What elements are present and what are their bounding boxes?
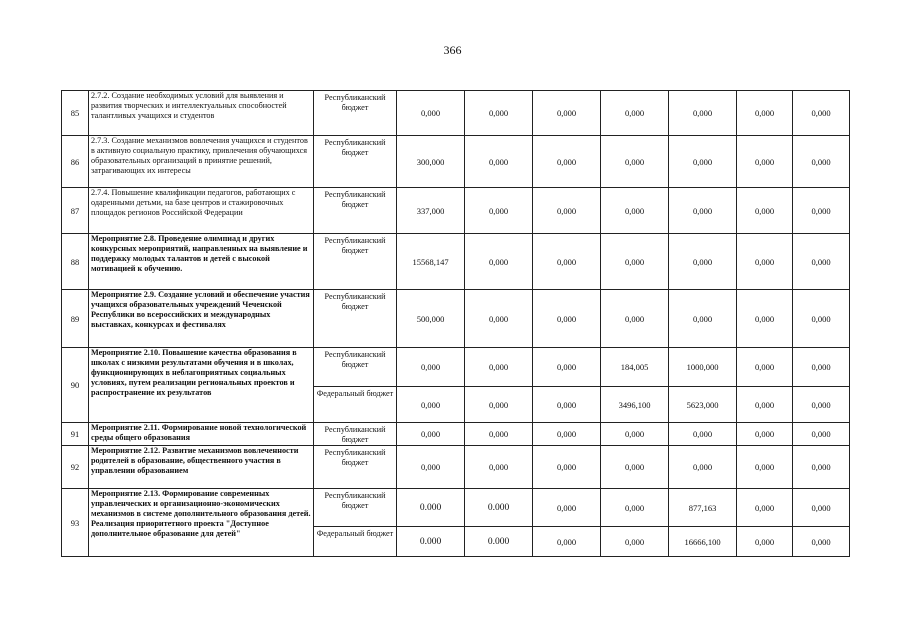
amount-cell: 0,000 — [669, 91, 737, 136]
amount-cell: 3496,100 — [601, 387, 669, 423]
row-index: 92 — [62, 446, 89, 489]
page-number: 366 — [443, 43, 462, 57]
funding-source: Республиканский бюджет — [314, 234, 397, 290]
amount-cell: 0,000 — [669, 136, 737, 188]
row-index: 87 — [62, 188, 89, 234]
amount-cell: 0,000 — [793, 234, 850, 290]
amount-cell: 0,000 — [397, 423, 465, 446]
amount-cell: 0,000 — [737, 348, 793, 387]
row-index: 93 — [62, 489, 89, 557]
amount-cell: 0,000 — [533, 188, 601, 234]
amount-cell: 0,000 — [669, 234, 737, 290]
amount-cell: 0,000 — [465, 136, 533, 188]
amount-cell: 0,000 — [533, 423, 601, 446]
budget-table — [61, 90, 850, 557]
amount-cell: 0,000 — [793, 188, 850, 234]
amount-cell: 0,000 — [737, 423, 793, 446]
funding-source: Республиканский бюджет — [314, 290, 397, 348]
row-index: 90 — [62, 348, 89, 423]
amount-cell: 0,000 — [397, 387, 465, 423]
amount-cell: 0,000 — [669, 290, 737, 348]
activity-description: Мероприятие 2.9. Создание условий и обеспечение участия учащихся образовательных учреждений Чеченской Республики во всероссийских и международных выставках, конкурсах и фестивалях — [89, 290, 314, 348]
amount-cell: 0,000 — [601, 527, 669, 557]
amount-cell: 0,000 — [793, 527, 850, 557]
amount-cell: 0,000 — [793, 387, 850, 423]
table-row — [62, 290, 850, 348]
funding-source: Республиканский бюджет — [314, 446, 397, 489]
amount-cell: 5623,000 — [669, 387, 737, 423]
amount-cell: 0,000 — [533, 91, 601, 136]
amount-cell: 0,000 — [737, 188, 793, 234]
amount-cell: 300,000 — [397, 136, 465, 188]
amount-cell: 0.000 — [465, 489, 533, 527]
amount-cell: 0,000 — [793, 290, 850, 348]
row-index: 85 — [62, 91, 89, 136]
amount-cell: 0,000 — [533, 387, 601, 423]
amount-cell: 0,000 — [533, 348, 601, 387]
activity-description: Мероприятие 2.12. Развитие механизмов вовлеченности родителей в образование, общественного участия в управлении образованием — [89, 446, 314, 489]
amount-cell: 0,000 — [465, 348, 533, 387]
amount-cell: 0,000 — [465, 234, 533, 290]
amount-cell: 1000,000 — [669, 348, 737, 387]
budget-table-wrapper — [61, 90, 849, 557]
amount-cell: 337,000 — [397, 188, 465, 234]
amount-cell: 0,000 — [533, 489, 601, 527]
table-row — [62, 423, 850, 446]
table-row — [62, 348, 850, 387]
amount-cell: 0,000 — [737, 387, 793, 423]
amount-cell: 0,000 — [793, 423, 850, 446]
amount-cell: 0.000 — [465, 527, 533, 557]
activity-description: Мероприятие 2.13. Формирование современных управленческих и организационно-экономических механизмов в системе дополнительного образования детей. Реализация приоритетного проекта "Доступное дополнительное образование для детей" — [89, 489, 314, 557]
amount-cell: 0,000 — [397, 91, 465, 136]
funding-source: Республиканский бюджет — [314, 423, 397, 446]
amount-cell: 0,000 — [533, 446, 601, 489]
amount-cell: 0,000 — [737, 446, 793, 489]
amount-cell: 0,000 — [533, 527, 601, 557]
amount-cell: 0,000 — [793, 91, 850, 136]
activity-description: Мероприятие 2.8. Проведение олимпиад и других конкурсных мероприятий, направленных на выявление и поддержку молодых талантов и детей с высокой мотивацией к обучению. — [89, 234, 314, 290]
amount-cell: 0,000 — [793, 136, 850, 188]
amount-cell: 16666,100 — [669, 527, 737, 557]
funding-source: Федеральный бюджет — [314, 387, 397, 423]
amount-cell: 0,000 — [737, 234, 793, 290]
amount-cell: 0,000 — [601, 188, 669, 234]
row-index: 89 — [62, 290, 89, 348]
activity-description: Мероприятие 2.11. Формирование новой технологической среды общего образования — [89, 423, 314, 446]
amount-cell: 15568,147 — [397, 234, 465, 290]
amount-cell: 0,000 — [737, 489, 793, 527]
amount-cell: 0,000 — [465, 446, 533, 489]
amount-cell: 0,000 — [533, 136, 601, 188]
table-row — [62, 188, 850, 234]
amount-cell: 0,000 — [533, 290, 601, 348]
amount-cell: 0,000 — [465, 91, 533, 136]
funding-source: Республиканский бюджет — [314, 348, 397, 387]
amount-cell: 500,000 — [397, 290, 465, 348]
amount-cell: 0,000 — [601, 446, 669, 489]
amount-cell: 0,000 — [669, 446, 737, 489]
amount-cell: 0,000 — [737, 527, 793, 557]
activity-description: 2.7.2. Создание необходимых условий для выявления и развития творческих и интеллектуальных способностей талантливых учащихся и студентов — [89, 91, 314, 136]
activity-description: 2.7.4. Повышение квалификации педагогов, работающих с одаренными детьми, на базе центров и стажировочных площадок регионов Российской Федерации — [89, 188, 314, 234]
amount-cell: 0,000 — [737, 290, 793, 348]
funding-source: Республиканский бюджет — [314, 91, 397, 136]
amount-cell: 0,000 — [601, 91, 669, 136]
funding-source: Республиканский бюджет — [314, 188, 397, 234]
activity-description: Мероприятие 2.10. Повышение качества образования в школах с низкими результатами обучения и в школах, функционирующих в неблагоприятных социальных условиях, путем реализации региональных проектов и распространение их результатов — [89, 348, 314, 423]
amount-cell: 0,000 — [601, 290, 669, 348]
table-row — [62, 234, 850, 290]
funding-source: Республиканский бюджет — [314, 489, 397, 527]
table-row — [62, 136, 850, 188]
amount-cell: 0,000 — [793, 348, 850, 387]
amount-cell: 0,000 — [601, 489, 669, 527]
row-index: 91 — [62, 423, 89, 446]
amount-cell: 0,000 — [601, 136, 669, 188]
amount-cell: 0,000 — [737, 91, 793, 136]
funding-source: Федеральный бюджет — [314, 527, 397, 557]
amount-cell: 0.000 — [397, 489, 465, 527]
amount-cell: 0,000 — [397, 446, 465, 489]
amount-cell: 0,000 — [793, 446, 850, 489]
amount-cell: 0.000 — [397, 527, 465, 557]
amount-cell: 0,000 — [793, 489, 850, 527]
amount-cell: 877,163 — [669, 489, 737, 527]
amount-cell: 0,000 — [397, 348, 465, 387]
amount-cell: 0,000 — [737, 136, 793, 188]
row-index: 86 — [62, 136, 89, 188]
activity-description: 2.7.3. Создание механизмов вовлечения учащихся и студентов в активную социальную практику, привлечения обучающихся образовательных организаций в принятие решений, затрагивающих их интересы — [89, 136, 314, 188]
amount-cell: 0,000 — [601, 423, 669, 446]
table-row — [62, 489, 850, 527]
amount-cell: 0,000 — [465, 387, 533, 423]
amount-cell: 0,000 — [533, 234, 601, 290]
row-index: 88 — [62, 234, 89, 290]
funding-source: Республиканский бюджет — [314, 136, 397, 188]
amount-cell: 0,000 — [669, 423, 737, 446]
table-row — [62, 446, 850, 489]
amount-cell: 0,000 — [465, 290, 533, 348]
amount-cell: 0,000 — [465, 188, 533, 234]
amount-cell: 0,000 — [465, 423, 533, 446]
amount-cell: 0,000 — [601, 234, 669, 290]
amount-cell: 0,000 — [669, 188, 737, 234]
amount-cell: 184,005 — [601, 348, 669, 387]
table-row — [62, 91, 850, 136]
